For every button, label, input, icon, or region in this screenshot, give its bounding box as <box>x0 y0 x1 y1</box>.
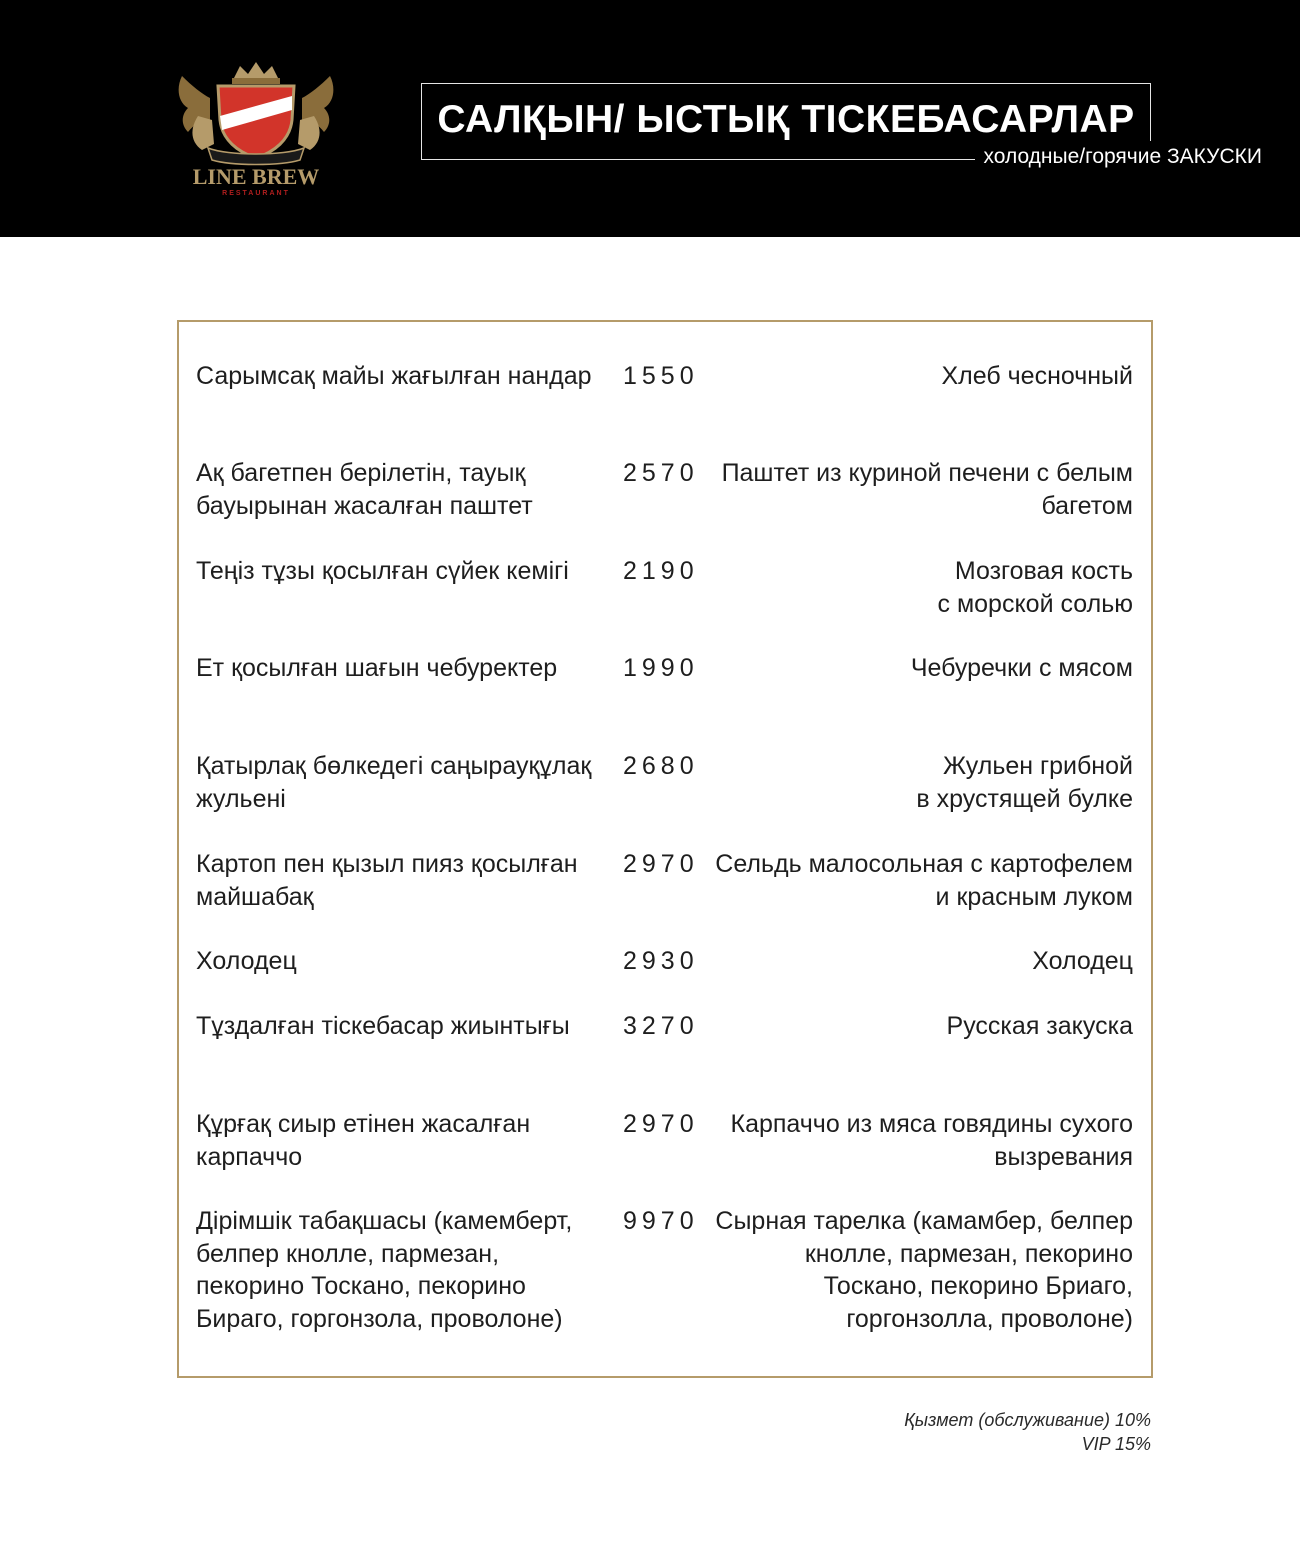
brand-logo <box>168 58 344 200</box>
item-price: 2930 <box>623 947 699 975</box>
page-title: САЛҚЫН/ ЫСТЫҚ ТІСКЕБАСАРЛАР <box>437 98 1135 141</box>
logo-wordmark: LINE BREW <box>192 164 320 189</box>
vip-charge-text: VIP 15% <box>1081 1434 1151 1454</box>
item-price: 1990 <box>623 654 699 682</box>
item-name-ru: Карпаччо из мяса говядины сухого вызревания <box>730 1110 1133 1171</box>
menu-list <box>177 320 1153 1378</box>
item-name-ru: Русская закуска <box>946 1012 1133 1040</box>
item-price: 9970 <box>623 1207 699 1235</box>
item-name-kz: Холодец <box>196 947 297 975</box>
item-price: 2970 <box>623 1110 699 1138</box>
service-charge-text: Қызмет (обслуживание) 10% <box>904 1410 1151 1430</box>
item-name-ru: Хлеб чесночный <box>941 362 1133 390</box>
item-name-ru: Чебуречки с мясом <box>910 654 1133 682</box>
header-bar <box>0 0 1300 237</box>
item-name-kz: Ет қосылған шағын чебуректер <box>196 654 558 682</box>
service-charge-note <box>904 1408 1151 1456</box>
item-price: 2570 <box>623 459 699 487</box>
item-name-kz: Сарымсақ майы жағылған нандар <box>196 362 592 390</box>
item-name-kz: Құрғақ сиыр етінен жасалған карпаччо <box>196 1110 531 1171</box>
item-price: 2970 <box>623 850 699 878</box>
item-price: 3270 <box>623 1012 699 1040</box>
item-name-ru: Жульен грибной в хрустящей булке <box>916 752 1133 813</box>
item-name-kz: Картоп пен қызыл пияз қосылған майшабақ <box>196 850 578 911</box>
item-price: 1550 <box>623 362 699 390</box>
item-name-ru: Паштет из куриной печени с белым багетом <box>721 459 1133 520</box>
item-name-kz: Тұздалған тіскебасар жиынтығы <box>196 1012 570 1040</box>
item-name-kz: Теңіз тұзы қосылған сүйек кемігі <box>196 557 569 585</box>
item-name-ru: Сырная тарелка (камамбер, белпер кнолле, пармезан, пекорино Тоскано, пекорино Бриаго, горгонзолла, проволоне) <box>715 1207 1133 1333</box>
item-name-ru: Мозговая кость с морской солью <box>937 557 1133 618</box>
item-name-kz: Қатырлақ бөлкедегі саңырауқұлақ жульені <box>196 752 592 813</box>
item-price: 2680 <box>623 752 699 780</box>
item-name-kz: Ақ багетпен берілетін, тауық бауырынан жасалған паштет <box>196 459 533 520</box>
item-name-ru: Холодец <box>1032 947 1133 975</box>
logo-subtext: RESTAURANT <box>222 190 290 197</box>
item-name-ru: Сельдь малосольная с картофелем и красным луком <box>715 850 1133 911</box>
item-price: 2190 <box>623 557 699 585</box>
item-name-kz: Дірімшік табақшасы (камемберт, белпер кнолле, пармезан, пекорино Тоскано, пекорино Бираго, горгонзола, проволоне) <box>196 1207 573 1333</box>
page-subtitle: холодные/горячие ЗАКУСКИ <box>975 141 1270 173</box>
